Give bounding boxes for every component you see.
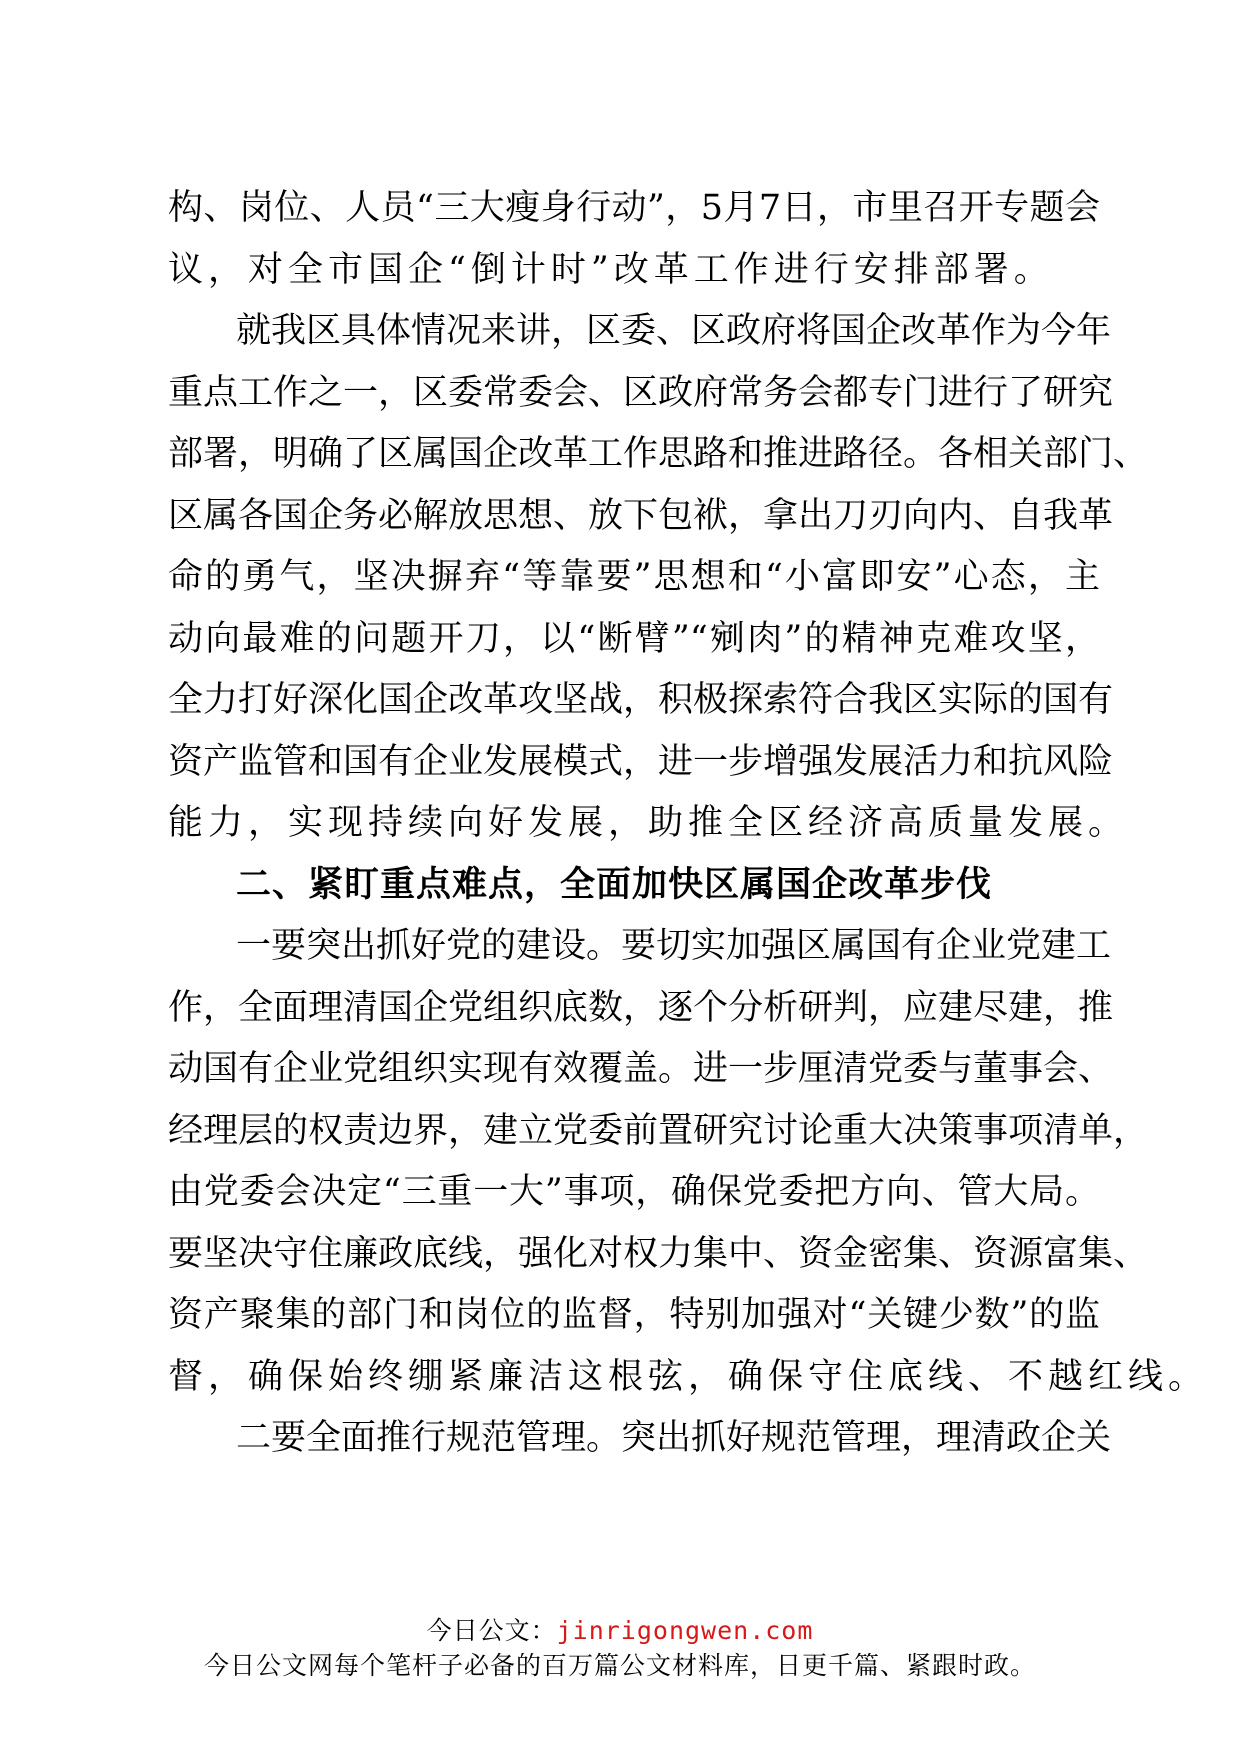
text-line: 重点工作之一，区委常委会、区政府常务会都专门进行了研究 bbox=[168, 372, 1114, 413]
text-line: 由党委会决定“三重一大”事项，确保党委把方向、管大局。 bbox=[168, 1172, 1100, 1212]
text-line: 督，确保始终绷紧廉洁这根弦，确保守住底线、不越红线。 bbox=[168, 1356, 1209, 1397]
text-line: 动国有企业党组织实现有效覆盖。进一步厘清党委与董事会、 bbox=[168, 1049, 1114, 1089]
text-line: 构、岗位、人员“三大瘦身行动”，5月7日，市里召开专题会 bbox=[168, 188, 1100, 228]
footer-label: 今日公文： bbox=[426, 1616, 557, 1645]
text-line: 经理层的权责边界，建立党委前置研究讨论重大决策事项清单， bbox=[168, 1110, 1149, 1151]
text-line: 资产聚集的部门和岗位的监督，特别加强对“关键少数”的监 bbox=[168, 1295, 1100, 1335]
text-line: 一要突出抓好党的建设。要切实加强区属国有企业党建工 bbox=[236, 926, 1112, 966]
page-footer bbox=[0, 1614, 1240, 1684]
text-line: 议，对全市国企“倒计时”改革工作进行安排部署。 bbox=[168, 249, 1054, 290]
footer-tagline: 今日公文网每个笔杆子必备的百万篇公文材料库，日更千篇、紧跟时政。 bbox=[203, 1651, 1036, 1680]
text-line: 全力打好深化国企改革攻坚战，积极探索符合我区实际的国有 bbox=[168, 680, 1114, 720]
text-line: 二要全面推行规范管理。突出抓好规范管理，理清政企关 bbox=[236, 1418, 1112, 1458]
text-line: 动向最难的问题开刀，以“断臂”“剜肉”的精神克难攻坚， bbox=[168, 618, 1100, 659]
text-line: 区属各国企务必解放思想、放下包袱，拿出刀刃向内、自我革 bbox=[168, 495, 1114, 536]
text-line: 就我区具体情况来讲，区委、区政府将国企改革作为今年 bbox=[236, 311, 1112, 351]
text-line: 资产监管和国有企业发展模式，进一步增强发展活力和抗风险 bbox=[168, 741, 1114, 782]
text-line: 部署，明确了区属国企改革工作思路和推进路径。各相关部门、 bbox=[168, 434, 1149, 474]
footer-link[interactable]: jinrigongwen.com bbox=[556, 1616, 814, 1645]
text-line: 能力，实现持续向好发展，助推全区经济高质量发展。 bbox=[168, 803, 1129, 843]
document-body bbox=[168, 178, 1209, 1470]
text-line: 命的勇气，坚决摒弃“等靠要”思想和“小富即安”心态，主 bbox=[168, 557, 1100, 597]
text-line: 作，全面理清国企党组织底数，逐个分析研判，应建尽建，推 bbox=[168, 987, 1114, 1028]
section-heading: 二、紧盯重点难点，全面加快区属国企改革步伐 bbox=[236, 864, 993, 905]
footer-source bbox=[0, 1614, 1240, 1648]
text-line: 要坚决守住廉政底线，强化对权力集中、资金密集、资源富集、 bbox=[168, 1233, 1149, 1274]
